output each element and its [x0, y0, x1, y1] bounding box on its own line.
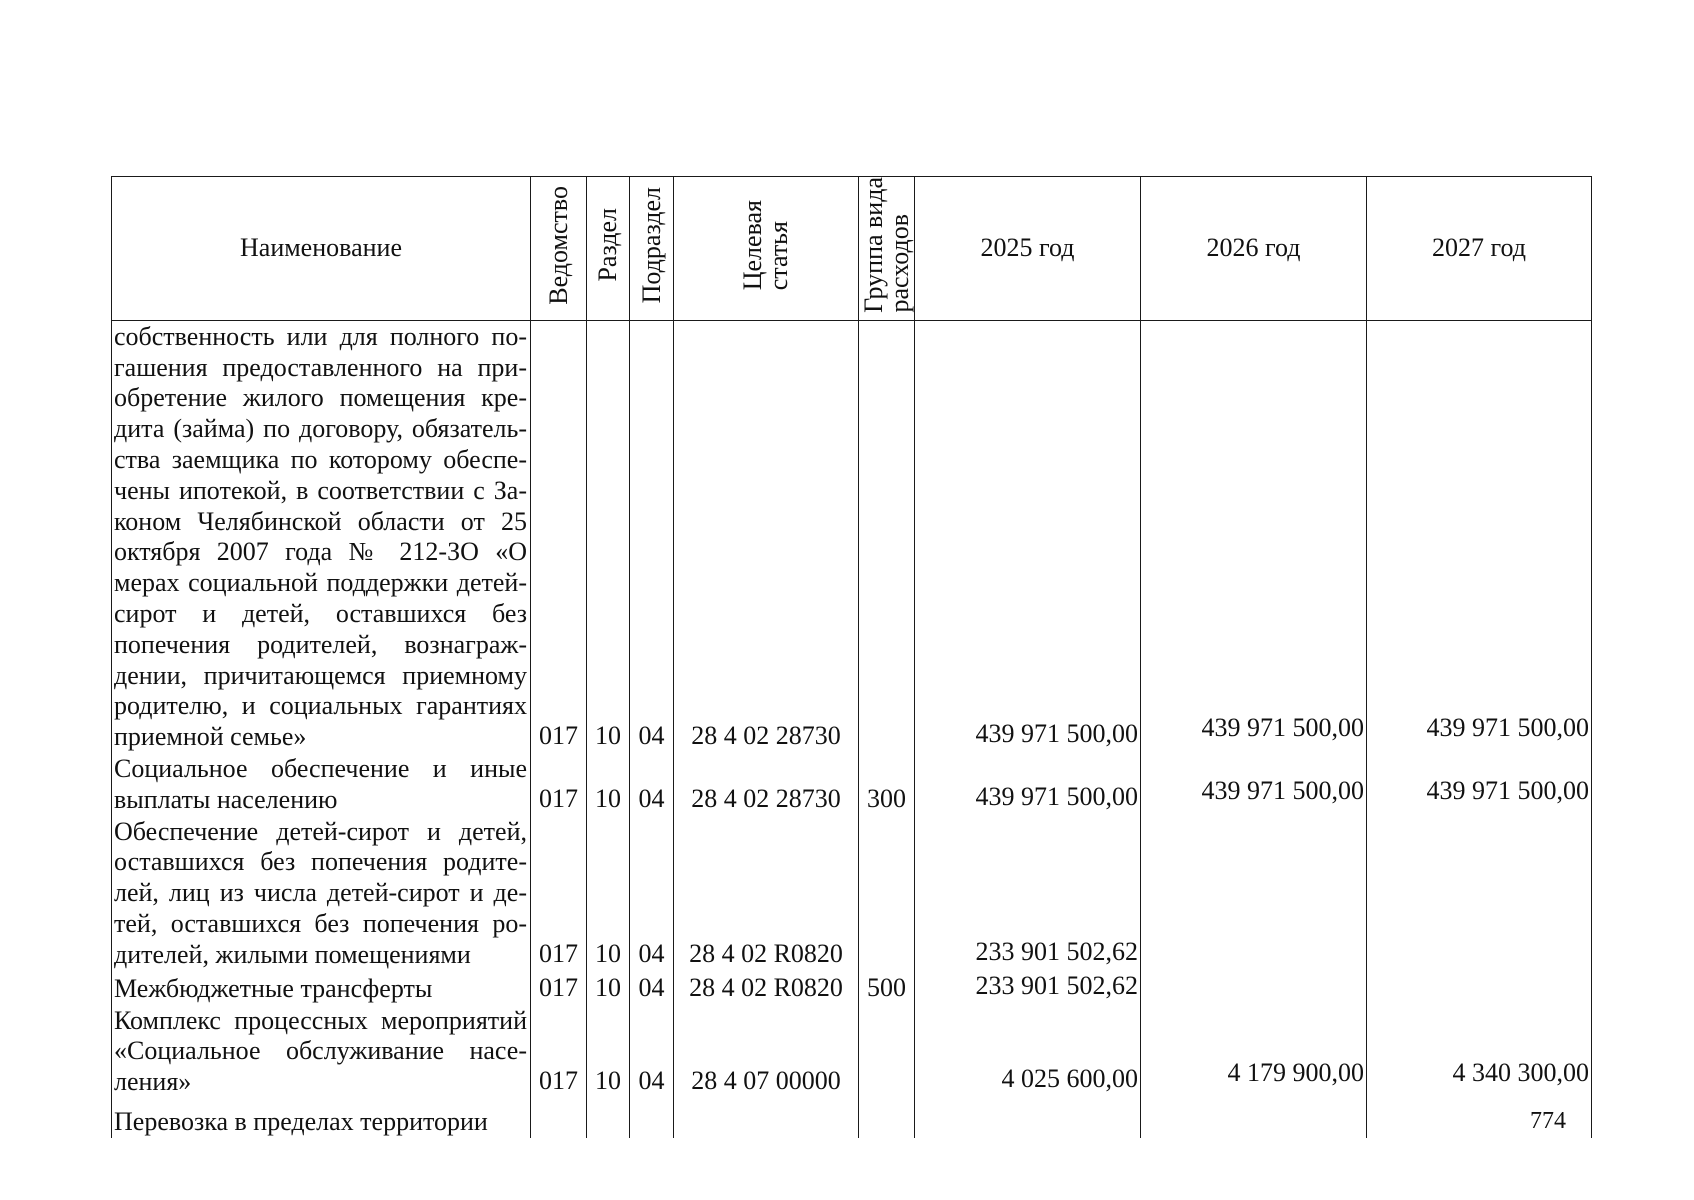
row-name: Комплекс процессных мероприятий «Социальное обслуживание населения» [112, 1005, 531, 1098]
row-2026 [1141, 1098, 1367, 1138]
row-2027: 4 340 300,00 [1367, 1005, 1592, 1098]
row-target: 28 4 02 R0820 [674, 816, 859, 971]
row-2026 [1141, 816, 1367, 971]
table-row [112, 971, 1592, 1005]
row-target [674, 1098, 859, 1138]
row-dept [531, 1098, 587, 1138]
row-subsection: 04 [630, 1005, 674, 1098]
row-dept: 017 [531, 320, 587, 753]
table-row [112, 816, 1592, 971]
row-subsection: 04 [630, 971, 674, 1005]
row-subsection: 04 [630, 816, 674, 971]
row-name: собственность или для полного погашения предоставленного на приобретение жилого помещения кредита (займа) по договору, обязательства заемщика по которому обеспечены ипотекой, в соответствии с Законом Челябинской области от 25 октября 2007 года № 212-ЗО «О мерах социальной поддержки детей-сирот и детей, оставшихся без попечения родителей, вознаграждении, причитающемся приемному родителю, и социальных гарантиях приемной семье» [112, 320, 531, 753]
row-subsection: 04 [630, 320, 674, 753]
row-section: 10 [587, 971, 630, 1005]
row-name: Межбюджетные трансферты [112, 971, 531, 1005]
row-group: 300 [859, 753, 915, 816]
row-2025: 4 025 600,00 [915, 1005, 1141, 1098]
row-dept: 017 [531, 1005, 587, 1098]
table-row [112, 753, 1592, 816]
header-name: Наименование [112, 177, 531, 321]
header-dept: Ведомство [531, 177, 587, 321]
header-2026: 2026 год [1141, 177, 1367, 321]
table-row [112, 1098, 1592, 1138]
header-2025: 2025 год [915, 177, 1141, 321]
row-group [859, 816, 915, 971]
row-2025: 233 901 502,62 [915, 816, 1141, 971]
row-dept: 017 [531, 971, 587, 1005]
budget-table [111, 176, 1592, 1138]
row-section: 10 [587, 320, 630, 753]
row-target: 28 4 02 R0820 [674, 971, 859, 1005]
row-section: 10 [587, 753, 630, 816]
row-dept: 017 [531, 816, 587, 971]
row-2026 [1141, 971, 1367, 1005]
header-group [859, 177, 915, 321]
row-subsection: 04 [630, 753, 674, 816]
row-2027 [1367, 971, 1592, 1005]
table-row [112, 320, 1592, 753]
row-2027 [1367, 816, 1592, 971]
row-name: Обеспечение детей-сирот и детей, оставшихся без попечения родителей, лиц из числа детей-сирот и детей, оставшихся без попечения родителей, жилыми помещениями [112, 816, 531, 971]
row-2027: 439 971 500,00 [1367, 753, 1592, 816]
row-section [587, 1098, 630, 1138]
row-2027: 439 971 500,00 [1367, 320, 1592, 753]
row-group [859, 320, 915, 753]
header-target [674, 177, 859, 321]
row-target: 28 4 02 28730 [674, 753, 859, 816]
header-group-line1: Группа вида [858, 177, 888, 313]
row-target: 28 4 07 00000 [674, 1005, 859, 1098]
row-2026: 439 971 500,00 [1141, 753, 1367, 816]
row-name: Перевозка в пределах территории [112, 1098, 531, 1138]
header-target-line1: Целевая [738, 199, 767, 291]
row-section: 10 [587, 816, 630, 971]
header-group-line2: расходов [884, 214, 914, 313]
table-header-row [112, 177, 1592, 321]
row-group: 500 [859, 971, 915, 1005]
row-2025: 439 971 500,00 [915, 753, 1141, 816]
row-target: 28 4 02 28730 [674, 320, 859, 753]
row-group [859, 1098, 915, 1138]
row-name: Социальное обеспечение и иные выплаты населению [112, 753, 531, 816]
header-2027: 2027 год [1367, 177, 1592, 321]
row-dept: 017 [531, 753, 587, 816]
page-number: 774 [1530, 1108, 1566, 1134]
header-section: Раздел [587, 177, 630, 321]
row-2025: 439 971 500,00 [915, 320, 1141, 753]
header-subsection: Подраздел [630, 177, 674, 321]
row-2025: 233 901 502,62 [915, 971, 1141, 1005]
row-group [859, 1005, 915, 1098]
table-row [112, 1005, 1592, 1098]
header-target-line2: статья [764, 220, 793, 291]
row-2025 [915, 1098, 1141, 1138]
row-subsection [630, 1098, 674, 1138]
row-section: 10 [587, 1005, 630, 1098]
row-2026: 4 179 900,00 [1141, 1005, 1367, 1098]
row-2026: 439 971 500,00 [1141, 320, 1367, 753]
